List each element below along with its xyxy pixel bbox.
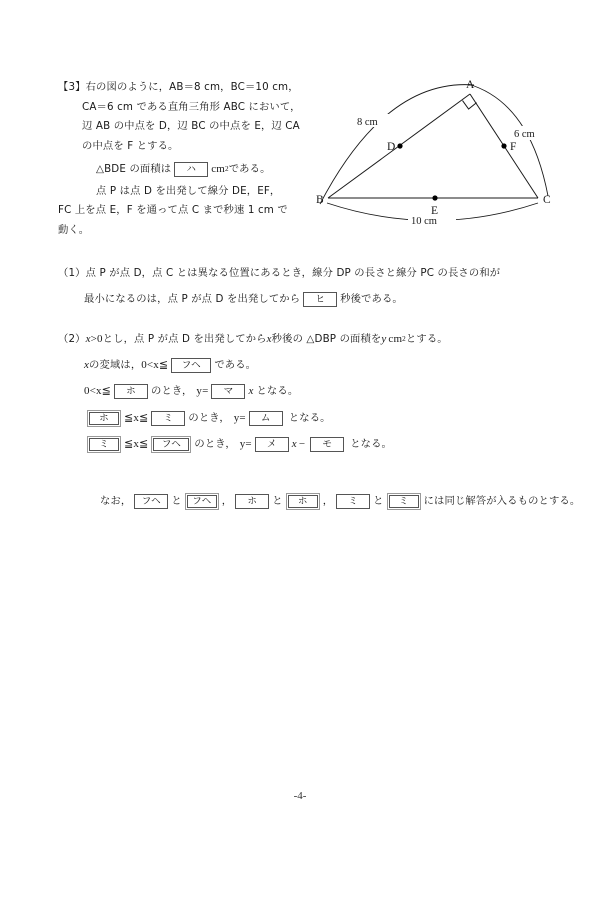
motion-text-2: 動く。	[58, 223, 90, 236]
midpoint-label-e: E	[431, 205, 439, 217]
q1-text-1: 点 P が点 D，点 C とは異なる位置にあるとき，線分 DP の長さと線分 PC の長さの和が	[85, 267, 501, 279]
problem-intro-line-0	[58, 78, 301, 98]
q2-lead-var-x2: x	[266, 333, 272, 345]
case3-minus: −	[298, 438, 306, 450]
case3-mid: のとき，	[194, 438, 236, 450]
problem-intro-text-0: 右の図のように，AB＝8 cm，BC＝10 cm，	[85, 81, 299, 93]
q1-text-2-suffix: 秒後である。	[340, 292, 403, 305]
q2-range-line	[58, 356, 448, 376]
q2-range-prefix: の変域は，	[89, 358, 142, 371]
answer-box-ho-case2	[87, 410, 121, 427]
case2-mid: のとき，	[188, 411, 230, 424]
problem-intro-line-3	[58, 137, 301, 157]
midpoint-label-d: D	[387, 141, 396, 153]
answer-box-ho-case1[interactable]: ホ	[114, 384, 148, 399]
q2-lead-b: 秒後の △DBP の面積を	[271, 333, 382, 345]
note-box-fuhe-single[interactable]: フヘ	[134, 494, 168, 509]
dimension-label-bc: 10 cm	[411, 216, 437, 227]
question-2	[58, 330, 448, 455]
answer-box-ha[interactable]: ハ	[174, 162, 208, 177]
motion-text-1: FC 上を点 E，F を通って点 C まで秒速 1 cm で	[58, 204, 288, 216]
vertex-label-b: B	[316, 194, 324, 206]
right-angle-marker	[463, 101, 477, 109]
q2-case-2	[58, 409, 448, 429]
note-conj-0: と	[171, 495, 182, 507]
triangle-figure	[316, 72, 576, 237]
q2-lead-a: とし，点 P が点 D を出発してから	[102, 333, 267, 345]
area-suffix: である。	[228, 163, 271, 175]
problem-intro-line-1	[58, 98, 301, 118]
q2-range-suffix: である。	[214, 358, 257, 371]
question-1	[58, 264, 500, 309]
vertex-label-c: C	[543, 194, 551, 206]
motion-line-2	[58, 221, 301, 241]
note-comma-1: ，	[322, 495, 334, 507]
answer-box-mi-case3	[87, 436, 121, 453]
problem-intro-line-2	[58, 117, 301, 137]
q1-text-2-prefix: 最小になるのは，点 P が点 D を出発してから	[84, 292, 301, 305]
point-f-dot	[501, 143, 506, 148]
case3-inequality-mid: ≦x≦	[124, 438, 149, 450]
note-prefix: なお，	[100, 495, 132, 507]
problem-intro-text-2: 辺 AB の中点を D，辺 BC の中点を E，辺 CA	[82, 120, 300, 132]
q2-lead-gt: >0	[90, 333, 103, 345]
answer-box-fuhe-case3	[151, 436, 191, 453]
point-e-dot	[432, 195, 437, 200]
vertex-label-a: A	[466, 79, 475, 91]
note-row	[100, 492, 580, 512]
case1-suffix: となる。	[256, 385, 299, 397]
note-box-mi-single[interactable]: ミ	[336, 494, 370, 509]
answer-box-mu[interactable]: ム	[249, 411, 283, 426]
note-box-mi-double-inner[interactable]: ミ	[389, 495, 419, 508]
q2-case-3	[58, 435, 448, 455]
midpoint-dots	[397, 143, 506, 200]
area-unit: cm	[211, 163, 225, 175]
answer-box-mo[interactable]: モ	[310, 437, 344, 452]
note-comma-0: ，	[221, 495, 233, 507]
dimension-label-ab: 8 cm	[357, 117, 378, 128]
case2-inequality-mid: ≦x≦	[124, 411, 149, 424]
q2-number: （2）	[58, 333, 86, 345]
answer-box-mi-case3-inner[interactable]: ミ	[89, 438, 119, 451]
answer-box-hi[interactable]: ヒ	[303, 292, 337, 307]
q1-number: （1）	[58, 267, 86, 279]
motion-line-1	[58, 201, 301, 221]
answer-box-ma[interactable]: マ	[211, 384, 245, 399]
note-box-ho-single[interactable]: ホ	[235, 494, 269, 509]
case1-var: x	[248, 385, 254, 397]
dimension-label-ca: 6 cm	[514, 129, 535, 140]
note-conj-2: と	[373, 495, 384, 507]
page-number: -4-	[293, 790, 307, 802]
area-sentence	[58, 160, 301, 180]
note-box-fuhe-double-inner[interactable]: フヘ	[187, 495, 217, 508]
q1-line-2	[58, 290, 500, 310]
area-unit-exponent: 2	[224, 165, 229, 173]
point-d-dot	[397, 143, 402, 148]
q1-line-1	[58, 264, 500, 284]
problem-statement	[58, 78, 301, 240]
answer-box-fuhe-range[interactable]: フヘ	[171, 358, 211, 373]
case3-var: x	[291, 438, 297, 450]
q2-lead-unit-exponent: 2	[402, 335, 406, 343]
motion-line-0	[58, 182, 301, 202]
case1-mid: のとき，	[151, 385, 193, 397]
midpoint-label-f: F	[510, 141, 517, 153]
area-prefix: △BDE の面積は	[96, 163, 172, 175]
problem-intro-text-1: CA＝6 cm である直角三角形 ABC において，	[82, 100, 301, 113]
dimension-arc-ab	[320, 85, 474, 204]
case1-eq: y=	[196, 385, 209, 397]
motion-text-0: 点 P は点 D を出発して線分 DE，EF，	[96, 184, 281, 197]
answer-box-ho-case2-inner[interactable]: ホ	[89, 412, 119, 425]
q2-lead-var-y: y	[381, 333, 387, 345]
note-box-fuhe-double	[185, 493, 219, 510]
q2-lead-c: とする。	[405, 333, 448, 345]
problem-intro-text-3: の中点を F とする。	[82, 139, 179, 152]
q2-case-1	[58, 382, 448, 402]
note-suffix: には同じ解答が入るものとする。	[423, 495, 581, 507]
problem-marker: 【3】	[58, 81, 86, 93]
note-box-mi-double	[387, 493, 421, 510]
case3-eq: y=	[239, 438, 252, 450]
note-conj-1: と	[272, 495, 283, 507]
case2-eq: y=	[233, 411, 246, 424]
note-line	[100, 492, 580, 512]
case3-suffix: となる。	[350, 438, 392, 450]
note-box-ho-double	[286, 493, 320, 510]
answer-box-me[interactable]: メ	[255, 437, 289, 452]
answer-box-mi-case2[interactable]: ミ	[151, 411, 185, 426]
q2-range-inequality: 0<x≦	[141, 358, 169, 371]
note-box-ho-double-inner[interactable]: ホ	[288, 495, 318, 508]
q2-lead-line	[58, 330, 448, 350]
case1-inequality-left: 0<x≦	[84, 385, 112, 397]
case2-suffix: となる。	[288, 411, 331, 424]
q2-lead-var-x: x	[85, 333, 91, 345]
q2-lead-unit: cm	[388, 333, 403, 345]
q2-range-var: x	[84, 358, 90, 371]
answer-box-fuhe-case3-inner[interactable]: フヘ	[153, 438, 189, 451]
